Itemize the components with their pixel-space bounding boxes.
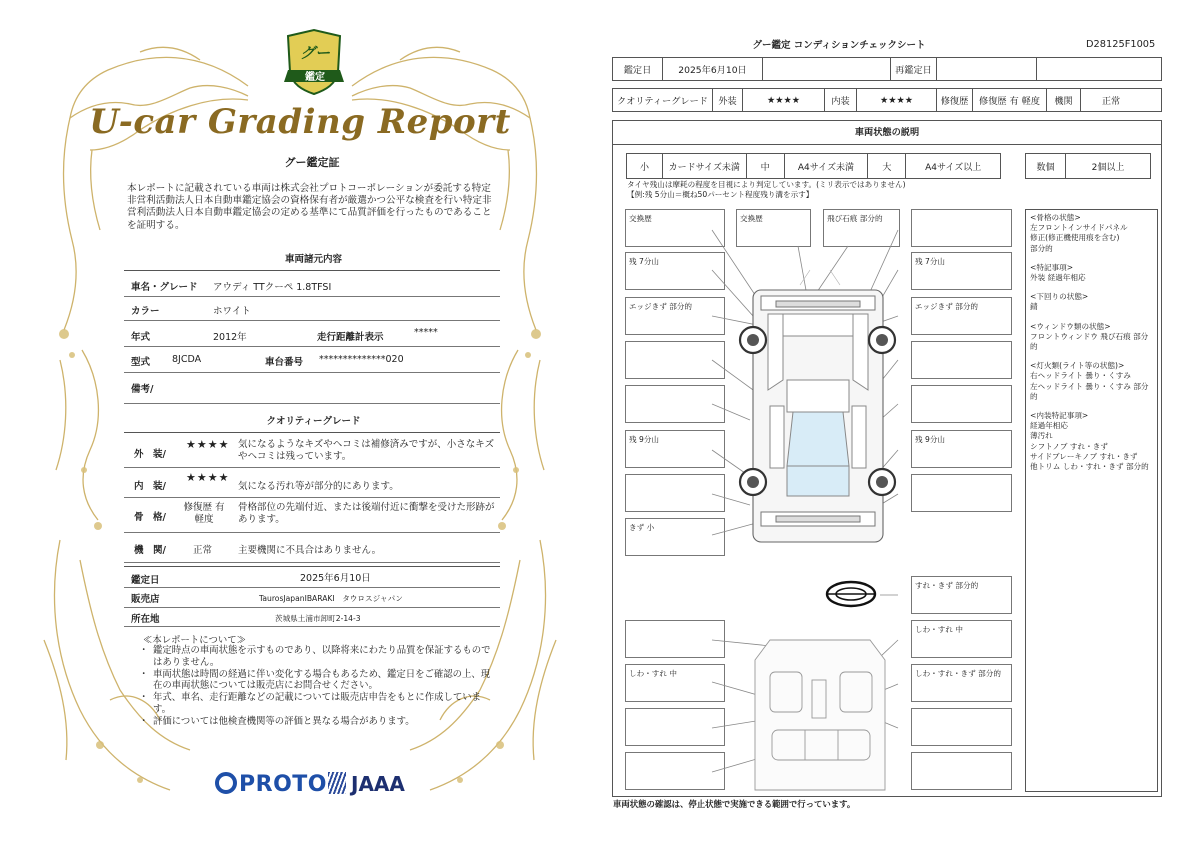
model-label: 型式	[131, 357, 151, 368]
chassis-value: **************020	[319, 354, 404, 365]
note-box-seat-right-1: しわ・すれ 中	[911, 620, 1012, 658]
note-item: ・ 車両状態は時間の経過に伴い変化する場合もあるため、鑑定日をご確認の上、現在の車両状態については販売店にお問合せください。	[143, 669, 493, 693]
badge-bottom-text: 鑑定	[305, 72, 325, 83]
exterior-stars: ★★★★	[186, 438, 230, 451]
tire-note-line-2: 【例:残 5分山＝概ね50パーセント程度残り溝を示す】	[627, 190, 814, 199]
jaaa-mark-icon	[328, 772, 346, 794]
findings-group-interior: <内装特記事項> 経過年相応 薄汚れ シフトノブ すれ・きず サイドブレーキノブ すれ・きず 他トリム しわ・すれ・きず 部分的	[1030, 411, 1149, 472]
legend-small-label: 小	[627, 154, 663, 178]
interior-label: 内 装/	[134, 481, 166, 492]
count-value: 2個以上	[1091, 162, 1125, 173]
repair-label: 修復歴	[937, 89, 973, 111]
date-value: 2025年6月10日	[300, 573, 371, 584]
findings-group-lights: <灯火類(ライト等の状態)> 右ヘッドライト 曇り・くすみ 左ヘッドライト 曇り・くすみ 部分的	[1030, 361, 1149, 401]
findings-group-windows: <ウィンドウ類の状態> フロントウィンドウ 飛び石痕 部分的	[1030, 321, 1149, 352]
note-box-seat-left: しわ・すれ 中	[625, 664, 725, 702]
note-box-wheel: すれ・きず 部分的	[911, 576, 1012, 614]
note-item: ・ 鑑定時点の車両状態を示すものであり、以降将来にわたり品質を保証するものではありません。	[143, 645, 493, 669]
findings-group-special: <特記事項> 外装 経過年相応	[1030, 262, 1086, 283]
exterior-stars: ★★★★	[743, 89, 825, 111]
condition-section-title: 車両状態の説明	[613, 121, 1161, 145]
note-box-rear-small: きず 小	[625, 518, 725, 556]
mileage-value: *****	[414, 327, 438, 338]
note-box-front-left: 交換歴	[625, 209, 725, 247]
exterior-label: 外装	[713, 89, 743, 111]
mileage-label: 走行距離計表示	[317, 332, 384, 343]
car-top-view	[740, 270, 895, 542]
address-label: 所在地	[131, 614, 160, 625]
engine-value: 正常	[1101, 96, 1121, 107]
proto-mark-icon	[215, 772, 237, 794]
model-value: 8JCDA	[172, 354, 202, 365]
engine-description: 主要機関に不具合はありません。	[238, 545, 382, 556]
car-name-value: アウディ TTクーペ 1.8TFSI	[213, 282, 332, 293]
date-label: 鑑定日	[131, 575, 160, 586]
note-box-tire-front-right: 残 7分山	[911, 252, 1012, 290]
dealer-label: 販売店	[131, 594, 160, 605]
engine-label: 機関	[1047, 89, 1081, 111]
specs-heading: 車両諸元内容	[284, 254, 342, 265]
address-value: 茨城県土浦市卸町2-14-3	[275, 614, 361, 623]
condition-check-sheet	[600, 0, 1200, 848]
certificate-title: グー鑑定証	[284, 156, 340, 169]
chassis-label: 車台番号	[265, 357, 304, 368]
note-item: ・ 評価については他検査機関等の評価と異なる場合があります。	[143, 716, 493, 728]
car-name-label: 車名・グレード	[131, 282, 198, 293]
document-id: D28125F1005	[1086, 39, 1156, 50]
notes-list	[143, 645, 493, 728]
recheck-label: 再鑑定日	[891, 58, 937, 80]
note-item: ・ 年式、車名、走行距離などの記載については販売店申告をもとに作成しています。	[143, 692, 493, 716]
frame-label: 骨 格/	[134, 512, 166, 523]
car-condition-diagram	[600, 0, 1200, 848]
note-box-tire-rear-right: 残 9分山	[911, 430, 1012, 468]
steering-wheel-icon	[827, 582, 875, 606]
dealer-value: TaurosJapanIBARAKI タウロスジャパン	[259, 594, 403, 603]
engine-label: 機 関/	[134, 545, 166, 556]
note-box-tire-rear-left: 残 9分山	[625, 430, 725, 468]
goo-badge	[286, 30, 344, 92]
frame-description: 骨格部位の先端付近、または後端付近に衝撃を受けた形跡があります。	[238, 502, 495, 525]
interior-stars: ★★★★	[857, 89, 937, 111]
repair-value: 修復歴 有 軽度	[973, 89, 1047, 111]
grade-label: クオリティーグレード	[613, 89, 713, 111]
note-box-edge-left: エッジきず 部分的	[625, 297, 725, 335]
sheet-title: グー鑑定 コンディションチェックシート	[752, 40, 926, 51]
legend-small-desc: カードサイズ未満	[663, 154, 747, 178]
note-box-seat-right-2: しわ・すれ・きず 部分的	[911, 664, 1012, 702]
note-box-edge-right: エッジきず 部分的	[911, 297, 1012, 335]
tire-note-line-1: タイヤ残山は摩耗の程度を目視により判定しています。(ミリ表示ではありません)	[627, 180, 906, 189]
exterior-description: 気になるようなキズやヘコミは補修済みですが、小さなキズやヘコミは残っています。	[238, 439, 495, 462]
engine-value: 正常	[193, 545, 213, 556]
interior-label: 内装	[825, 89, 857, 111]
legend-medium-label: 中	[747, 154, 785, 178]
exterior-label: 外 装/	[134, 449, 166, 460]
legend-large-label: 大	[868, 154, 906, 178]
frame-value: 修復歴 有 軽度	[183, 502, 225, 525]
findings-group-underbody: <下回りの状態> 錆	[1030, 292, 1089, 312]
proto-logo: PROTO	[215, 772, 327, 797]
note-box-front-center: 交換歴	[736, 209, 811, 247]
year-value: 2012年	[213, 332, 247, 343]
color-label: カラー	[131, 306, 160, 317]
year-label: 年式	[131, 332, 151, 343]
quality-heading: クオリティーグレード	[266, 416, 361, 427]
note-box-front-stone: 飛び石痕 部分的	[823, 209, 900, 247]
date-value: 2025年6月10日	[663, 58, 763, 80]
sheet-footer-note: 車両状態の確認は、停止状態で実施できる範囲で行っています。	[613, 799, 856, 809]
jaaa-logo: JAAA	[328, 772, 405, 796]
interior-description: 気になる汚れ等が部分的にあります。	[238, 481, 399, 492]
note-box-tire-front-left: 残 7分山	[625, 252, 725, 290]
date-label: 鑑定日	[613, 58, 663, 80]
color-value: ホワイト	[213, 306, 251, 317]
notes-heading: ≪本レポートについて≫	[143, 635, 246, 646]
certificate-statement: 本レポートに記載されている車両は株式会社プロトコーポレーションが委託する特定非営利活動法人日本自動車鑑定協会の資格保有者が厳選かつ公平な検査を行い特定非営利活動法人日本自動車鑑定協会の定める基準にて品質評価を行ったものであることを証明する。	[127, 183, 492, 231]
count-label: 数個	[1026, 154, 1066, 178]
legend-large-desc: A4サイズ以上	[925, 162, 982, 173]
findings-group-frame: <骨格の状態> 左フロントインサイドパネル 修正(修正機使用痕を含む) 部分的	[1030, 213, 1128, 253]
car-interior-view	[755, 640, 885, 790]
interior-stars: ★★★★	[186, 471, 230, 484]
badge-top-text: グー	[299, 44, 330, 62]
legend-medium-desc: A4サイズ未満	[785, 154, 869, 178]
report-script-title: U-car Grading Report	[89, 102, 511, 142]
remarks-label: 備考/	[131, 384, 154, 395]
